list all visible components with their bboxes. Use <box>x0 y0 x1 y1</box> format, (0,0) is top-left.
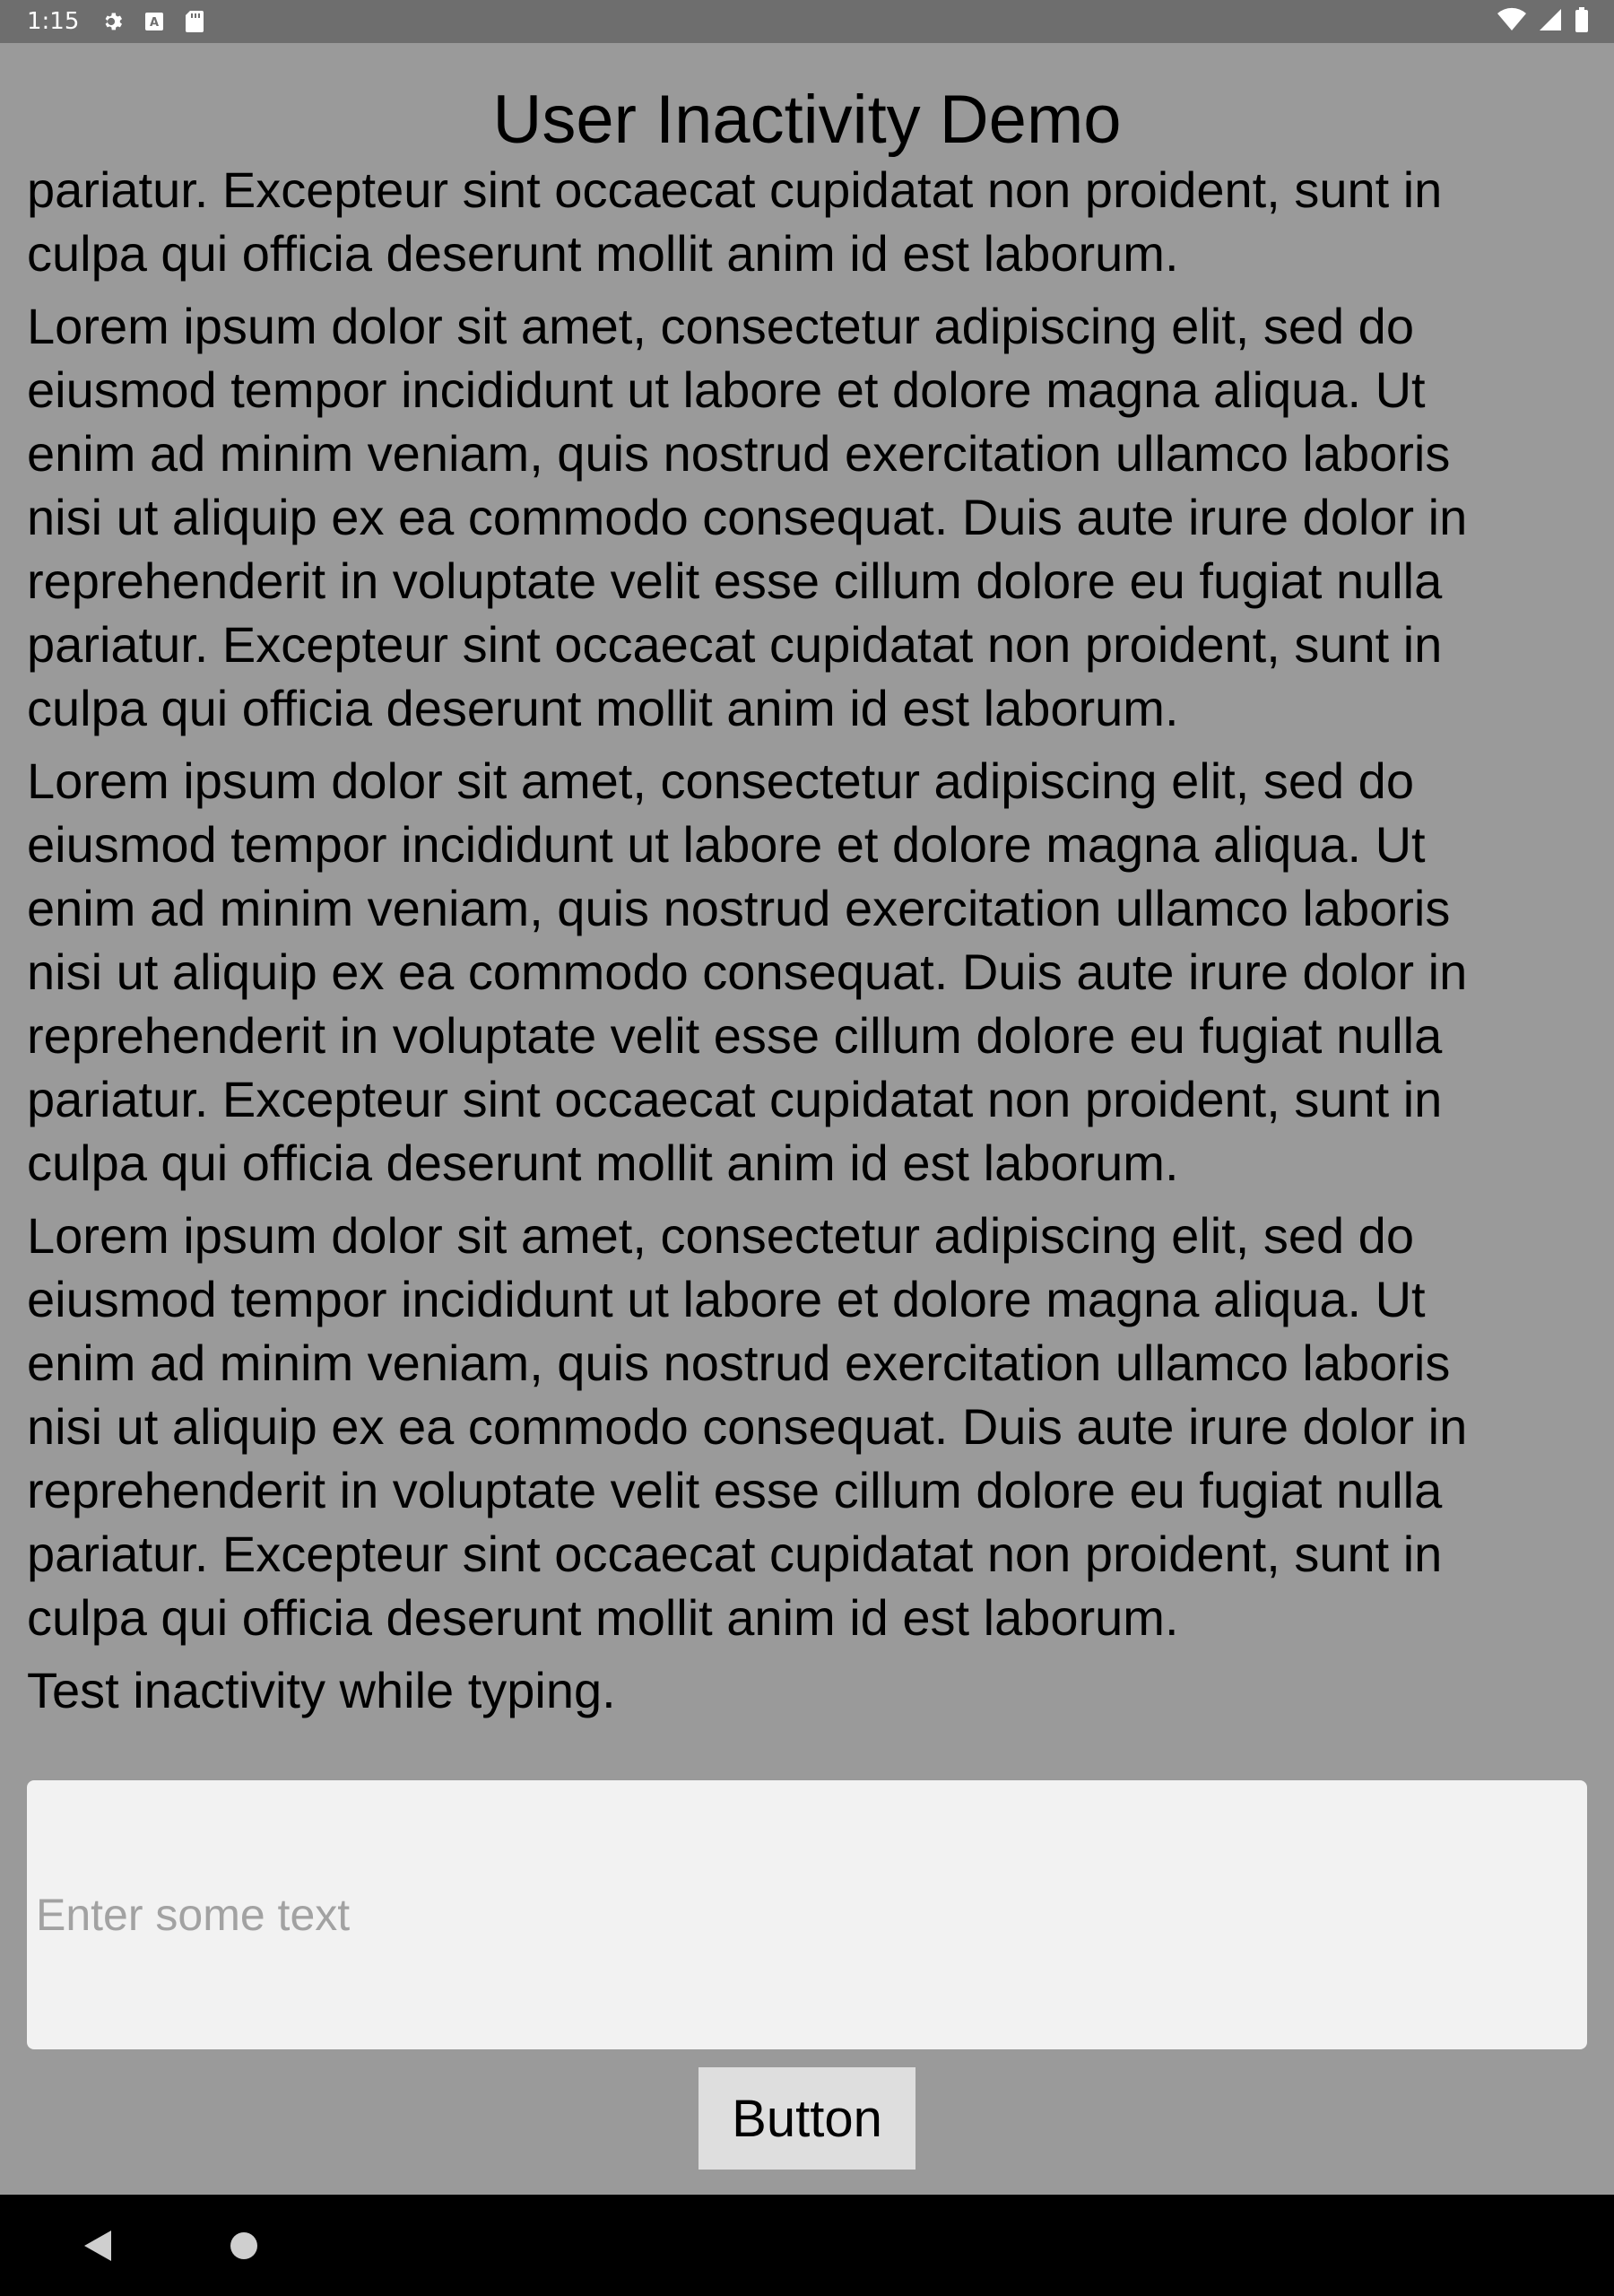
paragraph-line: pariatur. Excepteur sint occaecat cupidatat non proident, sunt in <box>27 161 1443 218</box>
paragraph-line: nisi ut aliquip ex ea commodo consequat. Duis aute irure dolor in <box>27 489 1468 545</box>
paragraph-line: reprehenderit in voluptate velit esse cillum dolore eu fugiat nulla <box>27 1007 1443 1064</box>
paragraph-line: eiusmod tempor incididunt ut labore et dolore magna aliqua. Ut <box>27 1271 1426 1327</box>
content-inner <box>27 158 1592 1722</box>
paragraph-line: culpa qui officia deserunt mollit anim id est laborum. <box>27 1589 1179 1646</box>
paragraph-line: Lorem ipsum dolor sit amet, consectetur adipiscing elit, sed do <box>27 752 1414 809</box>
paragraph-line: enim ad minim veniam, quis nostrud exercitation ullamco laboris <box>27 880 1451 936</box>
home-icon[interactable] <box>230 2232 257 2259</box>
back-icon[interactable] <box>82 2229 113 2267</box>
status-bar <box>0 0 1614 43</box>
test-inactivity-label: Test inactivity while typing. <box>27 1662 616 1718</box>
paragraph-line: eiusmod tempor incididunt ut labore et dolore magna aliqua. Ut <box>27 816 1426 873</box>
lorem-paragraph <box>27 749 1592 1195</box>
paragraph-line: reprehenderit in voluptate velit esse cillum dolore eu fugiat nulla <box>27 552 1443 609</box>
scroll-content[interactable] <box>27 161 1592 1760</box>
sd-card-icon <box>185 10 204 33</box>
paragraph-line: pariatur. Excepteur sint occaecat cupidatat non proident, sunt in <box>27 616 1443 673</box>
paragraph-line: eiusmod tempor incididunt ut labore et dolore magna aliqua. Ut <box>27 361 1426 418</box>
wifi-icon <box>1497 8 1526 35</box>
paragraph-line: culpa qui officia deserunt mollit anim id est laborum. <box>27 1135 1179 1191</box>
paragraph-line: pariatur. Excepteur sint occaecat cupidatat non proident, sunt in <box>27 1071 1443 1127</box>
paragraph-line: enim ad minim veniam, quis nostrud exercitation ullamco laboris <box>27 1335 1451 1391</box>
paragraph-line: enim ad minim veniam, quis nostrud exercitation ullamco laboris <box>27 425 1451 482</box>
main-button[interactable]: Button <box>699 2067 915 2170</box>
paragraph-line: reprehenderit in voluptate velit esse cillum dolore eu fugiat nulla <box>27 1462 1443 1518</box>
paragraph-line: nisi ut aliquip ex ea commodo consequat. Duis aute irure dolor in <box>27 1398 1468 1455</box>
status-time: 1:15 <box>27 8 80 35</box>
svg-text:A: A <box>150 16 160 30</box>
lorem-paragraph <box>27 1204 1592 1649</box>
paragraph-line: culpa qui officia deserunt mollit anim id est laborum. <box>27 225 1179 282</box>
battery-icon <box>1575 7 1589 36</box>
partial-paragraph <box>27 158 1592 285</box>
gear-icon <box>99 9 124 34</box>
page-title: User Inactivity Demo <box>492 81 1122 158</box>
paragraph-line: Lorem ipsum dolor sit amet, consectetur adipiscing elit, sed do <box>27 1207 1414 1264</box>
keyboard-icon <box>143 11 165 32</box>
paragraph-line: Lorem ipsum dolor sit amet, consectetur adipiscing elit, sed do <box>27 298 1414 354</box>
navigation-bar <box>0 2195 1614 2296</box>
paragraph-line: pariatur. Excepteur sint occaecat cupidatat non proident, sunt in <box>27 1526 1443 1582</box>
text-input[interactable] <box>27 1780 1587 2049</box>
lorem-paragraph <box>27 294 1592 740</box>
cell-signal-icon <box>1539 8 1562 35</box>
paragraph-line: nisi ut aliquip ex ea commodo consequat. Duis aute irure dolor in <box>27 944 1468 1000</box>
paragraph-line: culpa qui officia deserunt mollit anim id est laborum. <box>27 680 1179 736</box>
